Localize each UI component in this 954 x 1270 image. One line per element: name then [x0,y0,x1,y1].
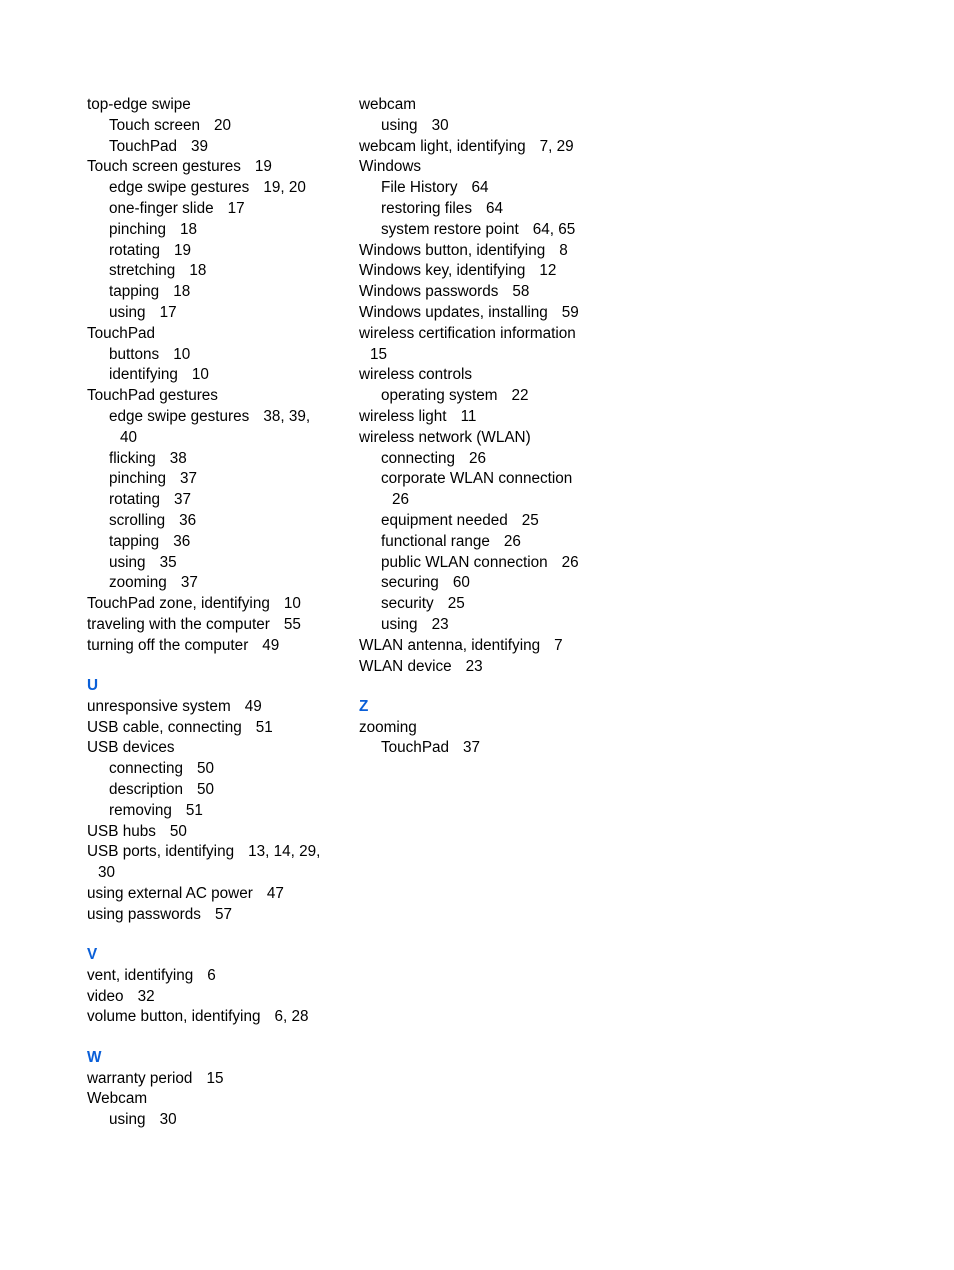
index-term: public WLAN connection [381,553,548,571]
index-term: connecting [381,449,455,467]
index-entry-removing [87,801,342,822]
index-entry-edge-swipe-gestures [87,178,342,199]
index-entry-touchpad [87,137,342,158]
index-term: TouchPad zone, identifying [87,595,270,613]
page-reference: 59 [561,303,579,321]
page-reference: 26 [503,532,521,550]
index-entry-operating-system [359,386,609,407]
index-term: using [381,615,418,633]
page-reference: 22 [511,387,529,405]
index-term: zooming [359,718,417,736]
page-reference: 10 [283,595,301,613]
index-entry-edge-swipe-gestures [87,407,342,428]
page-reference: 13, 14, 29, [248,843,321,861]
page-reference: 38 [169,449,187,467]
page-reference: 50 [169,822,187,840]
index-term: tapping [109,283,160,301]
page-reference: 23 [465,657,483,675]
index-term: vent, identifying [87,966,194,984]
page-reference: 36 [173,532,191,550]
page-reference: 17 [159,303,177,321]
page-reference: 8 [559,241,568,259]
index-entry-windows [359,157,609,178]
index-term: scrolling [109,511,166,529]
index-entry-touchpad-gestures [87,386,342,407]
index-term: buttons [109,345,160,363]
page-reference: 7, 29 [539,137,574,155]
index-term: Touch screen [109,116,200,134]
index-entry-touch-screen-gestures [87,157,342,178]
index-entry-tapping [87,532,342,553]
index-entry-turning-off-the-computer [87,636,342,657]
index-term: operating system [381,387,498,405]
index-entry-usb-ports-identifying [87,842,342,863]
page-reference: 58 [512,283,530,301]
index-entry-scrolling [87,511,342,532]
page-reference: 60 [452,574,470,592]
page-reference: 23 [431,615,449,633]
page-reference: 32 [137,987,155,1005]
index-column-left [87,95,342,1131]
index-term: Windows key, identifying [359,262,526,280]
index-entry-using [87,1110,342,1131]
page-reference: 18 [179,220,197,238]
index-entry-using [87,303,342,324]
page-reference: 37 [463,739,481,757]
page-reference: 64, 65 [532,220,576,238]
index-entry-video [87,987,342,1008]
index-term: webcam [359,96,416,113]
index-entry-functional-range [359,532,609,553]
index-entry-windows-updates-installing [359,303,609,324]
index-entry-pinching [87,220,342,241]
index-entry-securing [359,573,609,594]
index-term: TouchPad [381,739,450,757]
index-entry-wireless-controls [359,365,609,386]
index-term: using external AC power [87,884,253,902]
index-entry-zooming [87,573,342,594]
index-term: identifying [109,366,178,384]
index-term: using [381,116,418,134]
page-reference: 17 [227,199,245,217]
index-term: wireless network (WLAN) [359,428,531,446]
page-reference: 10 [173,345,191,363]
index-entry-connecting [359,449,609,470]
index-entry-windows-key-identifying [359,261,609,282]
index-term: equipment needed [381,511,508,529]
index-entry-webcam [359,95,609,116]
page-reference: 18 [173,283,191,301]
index-column-right [359,95,609,759]
index-entry-volume-button-identifying [87,1007,342,1028]
index-entry-pinching [87,469,342,490]
index-entry-rotating [87,241,342,262]
index-letter-heading: V [87,946,98,964]
page-reference: 55 [283,615,301,633]
index-term: wireless certification information [359,324,576,342]
page-reference: 38, 39, [263,407,311,425]
index-term: Windows button, identifying [359,241,546,259]
index-term: USB ports, identifying [87,843,235,861]
index-term: stretching [109,262,176,280]
page-reference: 51 [185,801,203,819]
index-term: using [109,303,146,321]
page-reference: 64 [485,199,503,217]
index-term: WLAN device [359,657,452,675]
index-term: TouchPad [87,324,156,342]
page-reference: 25 [521,511,539,529]
page-reference: 15 [206,1069,224,1087]
page-reference: 30 [159,1111,177,1129]
index-entry-wireless-network-wlan [359,428,609,449]
index-term: removing [109,801,172,819]
index-term: wireless light [359,407,447,425]
index-entry-corporate-wlan-connection [359,469,609,490]
index-term: turning off the computer [87,636,249,654]
index-entry-description [87,780,342,801]
index-entry-usb-cable-connecting [87,718,342,739]
index-term: TouchPad [109,137,178,155]
index-entry-warranty-period [87,1069,342,1090]
index-letter-heading: W [87,1048,102,1066]
page-reference: 39 [191,137,209,155]
index-entry-identifying [87,365,342,386]
page-reference-continued: 26 [392,491,410,509]
index-term: using [109,1111,146,1129]
index-term: Touch screen gestures [87,158,241,176]
page-reference: 49 [244,697,262,715]
page-reference-continued: 40 [120,428,138,446]
page-reference: 11 [460,407,477,425]
page-reference: 37 [180,574,198,592]
page-reference: 26 [469,449,487,467]
index-term: system restore point [381,220,519,238]
index-entry-wireless-certification-information [359,324,609,345]
page-reference: 19 [174,241,192,259]
index-entry-tapping [87,282,342,303]
index-term: zooming [109,574,167,592]
index-entry-touchpad [359,738,609,759]
page-reference: 47 [266,884,284,902]
page-reference: 37 [174,491,192,509]
index-term: Windows updates, installing [359,303,548,321]
index-term: TouchPad gestures [87,387,218,405]
index-entry-public-wlan-connection [359,553,609,574]
index-term: connecting [109,760,183,778]
index-term: securing [381,574,439,592]
index-entry-restoring-files [359,199,609,220]
index-term: USB cable, connecting [87,718,242,736]
page-reference: 50 [196,781,214,798]
page-reference: 12 [539,262,557,280]
index-term: rotating [109,241,161,259]
index-entry-usb-devices [87,738,342,759]
page-reference: 6, 28 [274,1008,309,1026]
page-reference-continued: 15 [370,345,388,363]
index-term: rotating [109,491,161,509]
index-entry-webcam [87,1089,342,1110]
index-term: Windows [359,158,422,176]
page-reference: 7 [554,636,563,654]
index-term: one-finger slide [109,199,214,217]
index-entry-flicking [87,449,342,470]
index-entry-windows-passwords [359,282,609,303]
page-reference: 26 [561,553,579,571]
index-term: using [109,553,146,571]
index-entry-connecting [87,759,342,780]
index-entry-touch-screen [87,116,342,137]
index-entry-using [359,116,609,137]
index-entry-wlan-antenna-identifying [359,636,609,657]
index-term: top-edge swipe [87,96,191,113]
index-term: Webcam [87,1090,148,1108]
index-entry-unresponsive-system [87,697,342,718]
index-entry-using [87,553,342,574]
page-reference: 19 [254,158,272,176]
index-entry-using-passwords [87,905,342,926]
page-reference: 64 [471,179,489,197]
index-entry-vent-identifying [87,966,342,987]
index-term: WLAN antenna, identifying [359,636,541,654]
index-entry-windows-button-identifying [359,241,609,262]
index-entry-file-history [359,178,609,199]
index-term: warranty period [87,1069,193,1087]
index-term: security [381,595,434,613]
index-term: pinching [109,220,166,238]
index-entry-equipment-needed [359,511,609,532]
page-reference: 19, 20 [263,179,306,197]
index-entry-system-restore-point [359,220,609,241]
page-reference: 50 [197,760,215,778]
page-reference: 10 [191,366,209,384]
index-term: volume button, identifying [87,1008,261,1026]
page-reference: 30 [431,116,449,134]
index-entry-using-external-ac-power [87,884,342,905]
index-entry-rotating [87,490,342,511]
index-entry-buttons [87,345,342,366]
page-reference-continued: 30 [98,864,116,882]
page-reference: 18 [189,262,207,280]
index-entry-traveling-with-the-computer [87,615,342,636]
page-reference: 36 [179,511,197,529]
index-letter-heading: Z [359,697,369,715]
page-reference: 51 [255,718,273,736]
page-reference: 25 [447,595,465,613]
page-reference: 57 [214,905,232,923]
index-term: description [109,781,183,798]
index-entry-one-finger-slide [87,199,342,220]
index-term: edge swipe gestures [109,179,250,197]
index-term: traveling with the computer [87,615,270,633]
index-entry-webcam-light-identifying [359,137,609,158]
index-entry-wlan-device [359,657,609,678]
index-term: File History [381,179,458,197]
index-term: edge swipe gestures [109,407,250,425]
index-term: wireless controls [359,366,473,384]
index-letter-heading: U [87,677,99,695]
index-entry-using [359,615,609,636]
index-entry-security [359,594,609,615]
index-term: using passwords [87,905,201,923]
index-term: tapping [109,532,160,550]
index-term: webcam light, identifying [359,137,526,155]
index-entry-usb-hubs [87,822,342,843]
index-entry-zooming [359,718,609,739]
page-reference: 49 [262,636,280,654]
index-term: corporate WLAN connection [381,470,573,488]
index-entry-touchpad [87,324,342,345]
index-term: USB hubs [87,822,156,840]
index-entry-top-edge-swipe [87,95,342,116]
page-reference: 35 [159,553,177,571]
index-entry-wireless-light [359,407,609,428]
index-entry-touchpad-zone-identifying [87,594,342,615]
page-reference: 37 [179,470,197,488]
index-term: functional range [381,532,490,550]
index-term: Windows passwords [359,283,499,301]
index-term: USB devices [87,739,175,757]
index-term: restoring files [381,199,472,217]
page-reference: 20 [213,116,231,134]
index-term: video [87,987,124,1005]
index-term: flicking [109,449,156,467]
index-term: pinching [109,470,166,488]
index-entry-stretching [87,261,342,282]
page-reference: 6 [207,966,216,984]
index-term: unresponsive system [87,697,231,715]
